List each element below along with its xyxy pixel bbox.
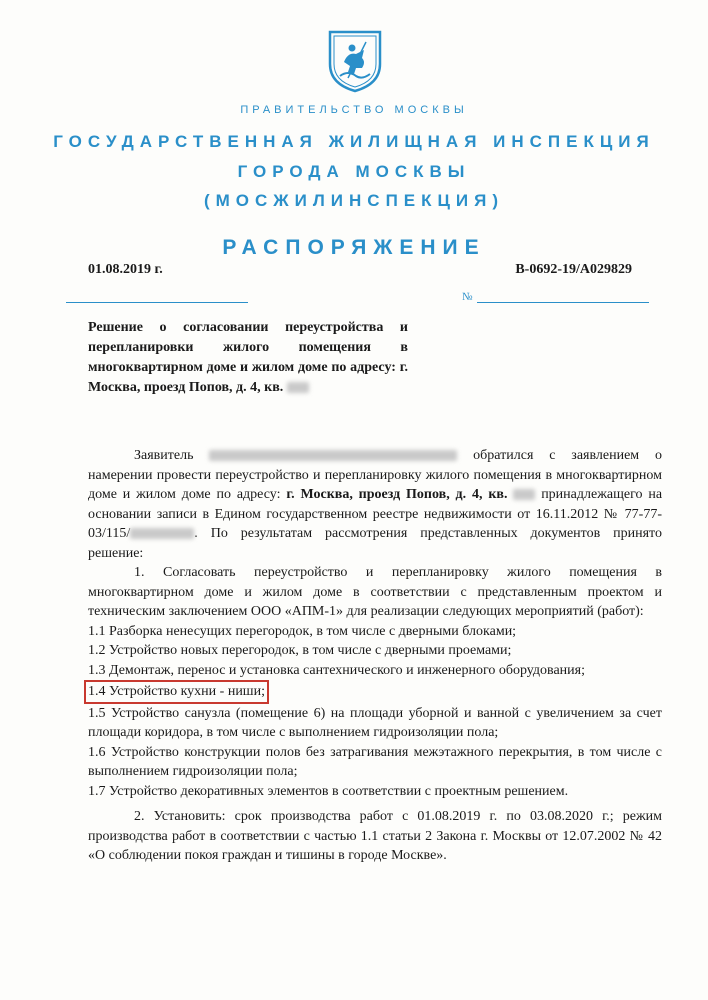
- list-item: 1.3 Демонтаж, перенос и установка сантехнического и инженерного оборудования;: [88, 662, 585, 678]
- government-name: ПРАВИТЕЛЬСТВО МОСКВЫ: [240, 104, 468, 116]
- document-date: 01.08.2019 г.: [88, 262, 163, 277]
- intro-address: г. Москва, проезд Попов, д. 4, кв.: [286, 487, 508, 502]
- moscow-coat-of-arms-icon: [326, 28, 384, 94]
- redacted-apartment-2: [513, 489, 535, 500]
- list-item: 1.7 Устройство декоративных элементов в соответствии с проектным решением.: [88, 783, 569, 799]
- document-number: В-0692-19/А029829: [515, 262, 632, 277]
- intro-text-3: . По результатам рассмотрения представленных документов принято решение:: [88, 526, 662, 561]
- highlighted-kitchen-niche: 1.4 Устройство кухни - ниши;: [84, 680, 269, 704]
- point-1: 1. Согласовать переустройство и перепланировку жилого помещения в многоквартирном доме и жилом доме в соответствии с представленным проектом и техническим заключением ООО «АПМ-1» для реализации следующих мероприятий (работ):: [88, 565, 662, 619]
- list-item: 1.1 Разборка ненесущих перегородок, в том числе с дверными блоками;: [88, 623, 517, 639]
- applicant-label: Заявитель: [134, 448, 194, 463]
- list-item: 1.5 Устройство санузла (помещение 6) на площади уборной и ванной с увеличением за счет площади коридора, в том числе с выполнением гидроизоляции пола;: [88, 705, 662, 740]
- number-field: [462, 290, 649, 303]
- document-subject: [88, 318, 408, 398]
- list-item: 1.6 Устройство конструкции полов без затрагивания межэтажного перекрытия, в том числе с выполнением гидроизоляции пола;: [88, 744, 662, 779]
- number-underline: [477, 290, 649, 303]
- point-2: 2. Установить: срок производства работ с 01.08.2019 г. по 03.08.2020 г.; режим производства работ в соответствии с частью 1.1 статьи 2 Закона г. Москвы от 12.07.2002 № 42 «О соблюдении покоя граждан и тишины в городе Москве».: [88, 809, 662, 863]
- intro-paragraph: [88, 446, 662, 563]
- date-underline: [66, 302, 248, 303]
- intro-text-1: обратился с заявлением о намерении провести переустройство и перепланировку жилого помещения в многоквартирном доме и жилом доме по адресу:: [88, 448, 662, 502]
- redacted-record-number: [130, 528, 194, 539]
- intro-text-2: принадлежащего на основании записи в Едином государственном реестре недвижимости от 16.11.2012 № 77-77-03/115/: [88, 487, 663, 541]
- number-label: №: [462, 291, 473, 303]
- list-item-highlighted: [88, 680, 662, 704]
- agency-name-line3: (МОСЖИЛИНСПЕКЦИЯ): [203, 191, 505, 210]
- agency-name-line2: ГОРОДА МОСКВЫ: [237, 162, 471, 181]
- subject-text: Решение о согласовании переустройства и перепланировки жилого помещения в многоквартирном доме и жилом доме по адресу: г. Москва, проезд Попов, д. 4, кв.: [88, 320, 408, 395]
- list-item: 1.2 Устройство новых перегородок, в том числе с дверными проемами;: [88, 643, 512, 658]
- redacted-apartment: [287, 382, 309, 393]
- agency-name-line1: ГОСУДАРСТВЕННАЯ ЖИЛИЩНАЯ ИНСПЕКЦИЯ: [53, 132, 655, 151]
- redacted-applicant-name: [209, 450, 457, 461]
- document-type-title: РАСПОРЯЖЕНИЕ: [222, 236, 486, 259]
- document-body: [88, 446, 662, 866]
